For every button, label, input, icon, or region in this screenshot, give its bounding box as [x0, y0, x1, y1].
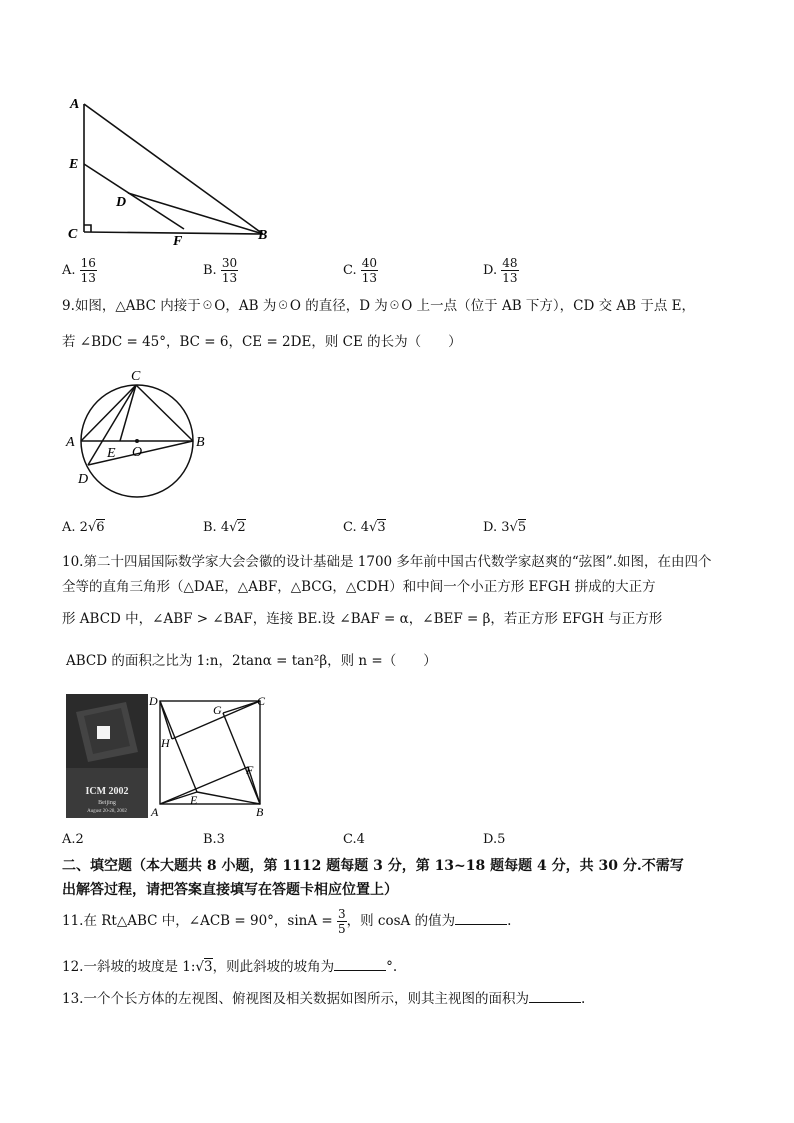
- label-e: E: [69, 157, 79, 172]
- numerator: 30: [221, 256, 238, 270]
- q10-option-d: D.5: [483, 832, 506, 847]
- denominator: 13: [361, 271, 378, 285]
- label-e: E: [107, 446, 116, 461]
- sqrt-sign: √: [229, 520, 238, 535]
- coefficient: 2: [79, 520, 88, 535]
- option-key: C.: [343, 520, 357, 535]
- option-key: B.: [203, 263, 217, 278]
- label-a: A: [151, 805, 159, 819]
- label-d: D: [116, 195, 127, 210]
- label-o: O: [132, 445, 143, 460]
- sqrt-sign: √: [87, 520, 97, 535]
- q12: [62, 958, 397, 976]
- radicand: 2: [237, 520, 246, 535]
- numerator: 40: [361, 256, 378, 270]
- label-b: B: [256, 805, 264, 819]
- q8-option-a: [62, 256, 97, 285]
- sqrt-sign: √: [509, 520, 518, 535]
- q9-option-d: [483, 520, 526, 535]
- label-d: D: [78, 472, 89, 487]
- option-fraction: [221, 256, 238, 285]
- label-h: H: [161, 736, 170, 750]
- q13-end: .: [580, 991, 586, 1007]
- numerator: 3: [338, 907, 346, 921]
- numerator: 16: [80, 256, 96, 270]
- q9-figure: [62, 365, 212, 500]
- q12-pre: 12.一斜坡的坡度是 1:: [62, 959, 196, 975]
- label-a: A: [70, 97, 80, 112]
- q9-option-b: [203, 520, 246, 535]
- option-fraction: [361, 256, 378, 285]
- sqrt-sign: √: [369, 520, 378, 535]
- q8-option-b: [203, 256, 238, 285]
- segment-eb: [84, 164, 184, 229]
- q12-end: °.: [386, 959, 398, 975]
- label-b: B: [258, 228, 268, 243]
- square-abcd: [160, 701, 260, 804]
- q10-line-4: ABCD 的面积之比为 1:n，2tanα = tan²β，则 n =（ ）: [66, 653, 437, 669]
- q8-figure: [60, 92, 290, 252]
- radicand: 3: [204, 959, 213, 975]
- q11-end: .: [507, 913, 512, 929]
- logo-date: August 20-28, 2002: [87, 809, 127, 814]
- segment-bg: [223, 713, 260, 804]
- option-key: A.: [62, 263, 76, 278]
- denominator: 13: [221, 271, 238, 285]
- option-key: B.: [203, 520, 217, 535]
- numerator: 48: [502, 256, 518, 270]
- q10-line-1: 10.第二十四届国际数学家大会会徽的设计基础是 1700 多年前中国古代数学家赵爽的“弦图”.如图，在由四个: [62, 554, 712, 570]
- label-a: A: [66, 435, 75, 450]
- coefficient: 4: [360, 520, 370, 535]
- label-e: E: [190, 793, 198, 807]
- q11: [62, 906, 511, 936]
- option-fraction: [501, 256, 518, 285]
- segment-cb: [136, 385, 193, 441]
- q12-post: ，则此斜坡的坡角为: [212, 959, 335, 975]
- q9-line-2: 若 ∠BDC = 45°，BC = 6，CE = 2DE，则 CE 的长为（ ）: [62, 334, 462, 350]
- radicand: 5: [517, 520, 527, 535]
- radicand: 6: [96, 520, 105, 535]
- right-angle-mark: [84, 225, 91, 232]
- q10-figure: [148, 692, 270, 820]
- sqrt-sign: √: [195, 959, 205, 975]
- q10-option-b: B.3: [203, 832, 225, 847]
- option-key: D.: [483, 263, 498, 278]
- denominator: 13: [502, 271, 518, 285]
- answer-blank[interactable]: [334, 958, 386, 971]
- radicand: 3: [377, 520, 386, 535]
- q13-pre: 13.一个个长方体的左视图、俯视图及相关数据如图所示，则其主视图的面积为: [62, 991, 529, 1007]
- logo-title: ICM 2002: [85, 786, 129, 797]
- label-f: F: [246, 763, 254, 777]
- segment-ab: [84, 104, 263, 234]
- q13: [62, 990, 585, 1008]
- icm-logo-art: [66, 694, 148, 818]
- q9-option-a: [62, 520, 105, 535]
- section2-heading-line-2: 出解答过程，请把答案直接填写在答题卡相应位置上）: [62, 882, 398, 898]
- center-o-dot: [135, 439, 139, 443]
- option-key: A.: [62, 520, 76, 535]
- denominator: 5: [338, 922, 346, 936]
- q8-option-c: [343, 256, 378, 285]
- q10-option-c: C.4: [343, 832, 365, 847]
- label-g: G: [213, 703, 222, 717]
- label-c: C: [68, 227, 78, 242]
- q9-line-1: 9.如图，△ABC 内接于☉O，AB 为☉O 的直径，D 为☉O 上一点（位于 AB 下方），CD 交 AB 于点 E，: [62, 298, 696, 314]
- segment-db: [128, 193, 263, 234]
- q9-option-c: [343, 520, 386, 535]
- q10-option-a: A.2: [62, 832, 84, 847]
- coefficient: 3: [501, 520, 510, 535]
- q11-pre: 11.在 Rt△ABC 中，∠ACB = 90°，sinA =: [62, 913, 333, 929]
- option-fraction: [80, 256, 97, 285]
- label-b: B: [196, 435, 205, 450]
- q10-line-3: 形 ABCD 中，∠ABF > ∠BAF，连接 BE.设 ∠BAF = α，∠BEF = β，若正方形 EFGH 与正方形: [62, 611, 663, 627]
- q11-post: ，则 cosA 的值为: [346, 913, 456, 929]
- label-c: C: [131, 369, 141, 384]
- segment-af: [160, 767, 248, 804]
- label-f: F: [173, 234, 183, 249]
- denominator: 13: [80, 271, 96, 285]
- logo-city: Beijing: [98, 800, 116, 806]
- section2-heading-line-1: 二、填空题（本大题共 8 小题，第 1112 题每题 3 分，第 13~18 题每题 4 分，共 30 分.不需写: [62, 858, 684, 874]
- q8-option-d: [483, 256, 519, 285]
- icm-logo-image: [66, 694, 148, 818]
- answer-blank[interactable]: [529, 990, 581, 1003]
- segment-be: [197, 792, 260, 804]
- label-d: D: [149, 694, 158, 708]
- option-key: D.: [483, 520, 498, 535]
- option-key: C.: [343, 263, 357, 278]
- label-c: C: [257, 694, 266, 708]
- answer-blank[interactable]: [455, 912, 507, 925]
- q10-line-2: 全等的直角三角形（△DAE，△ABF，△BCG，△CDH）和中间一个小正方形 EFGH 拼成的大正方: [62, 579, 656, 595]
- coefficient: 4: [220, 520, 230, 535]
- q11-fraction: [337, 907, 347, 936]
